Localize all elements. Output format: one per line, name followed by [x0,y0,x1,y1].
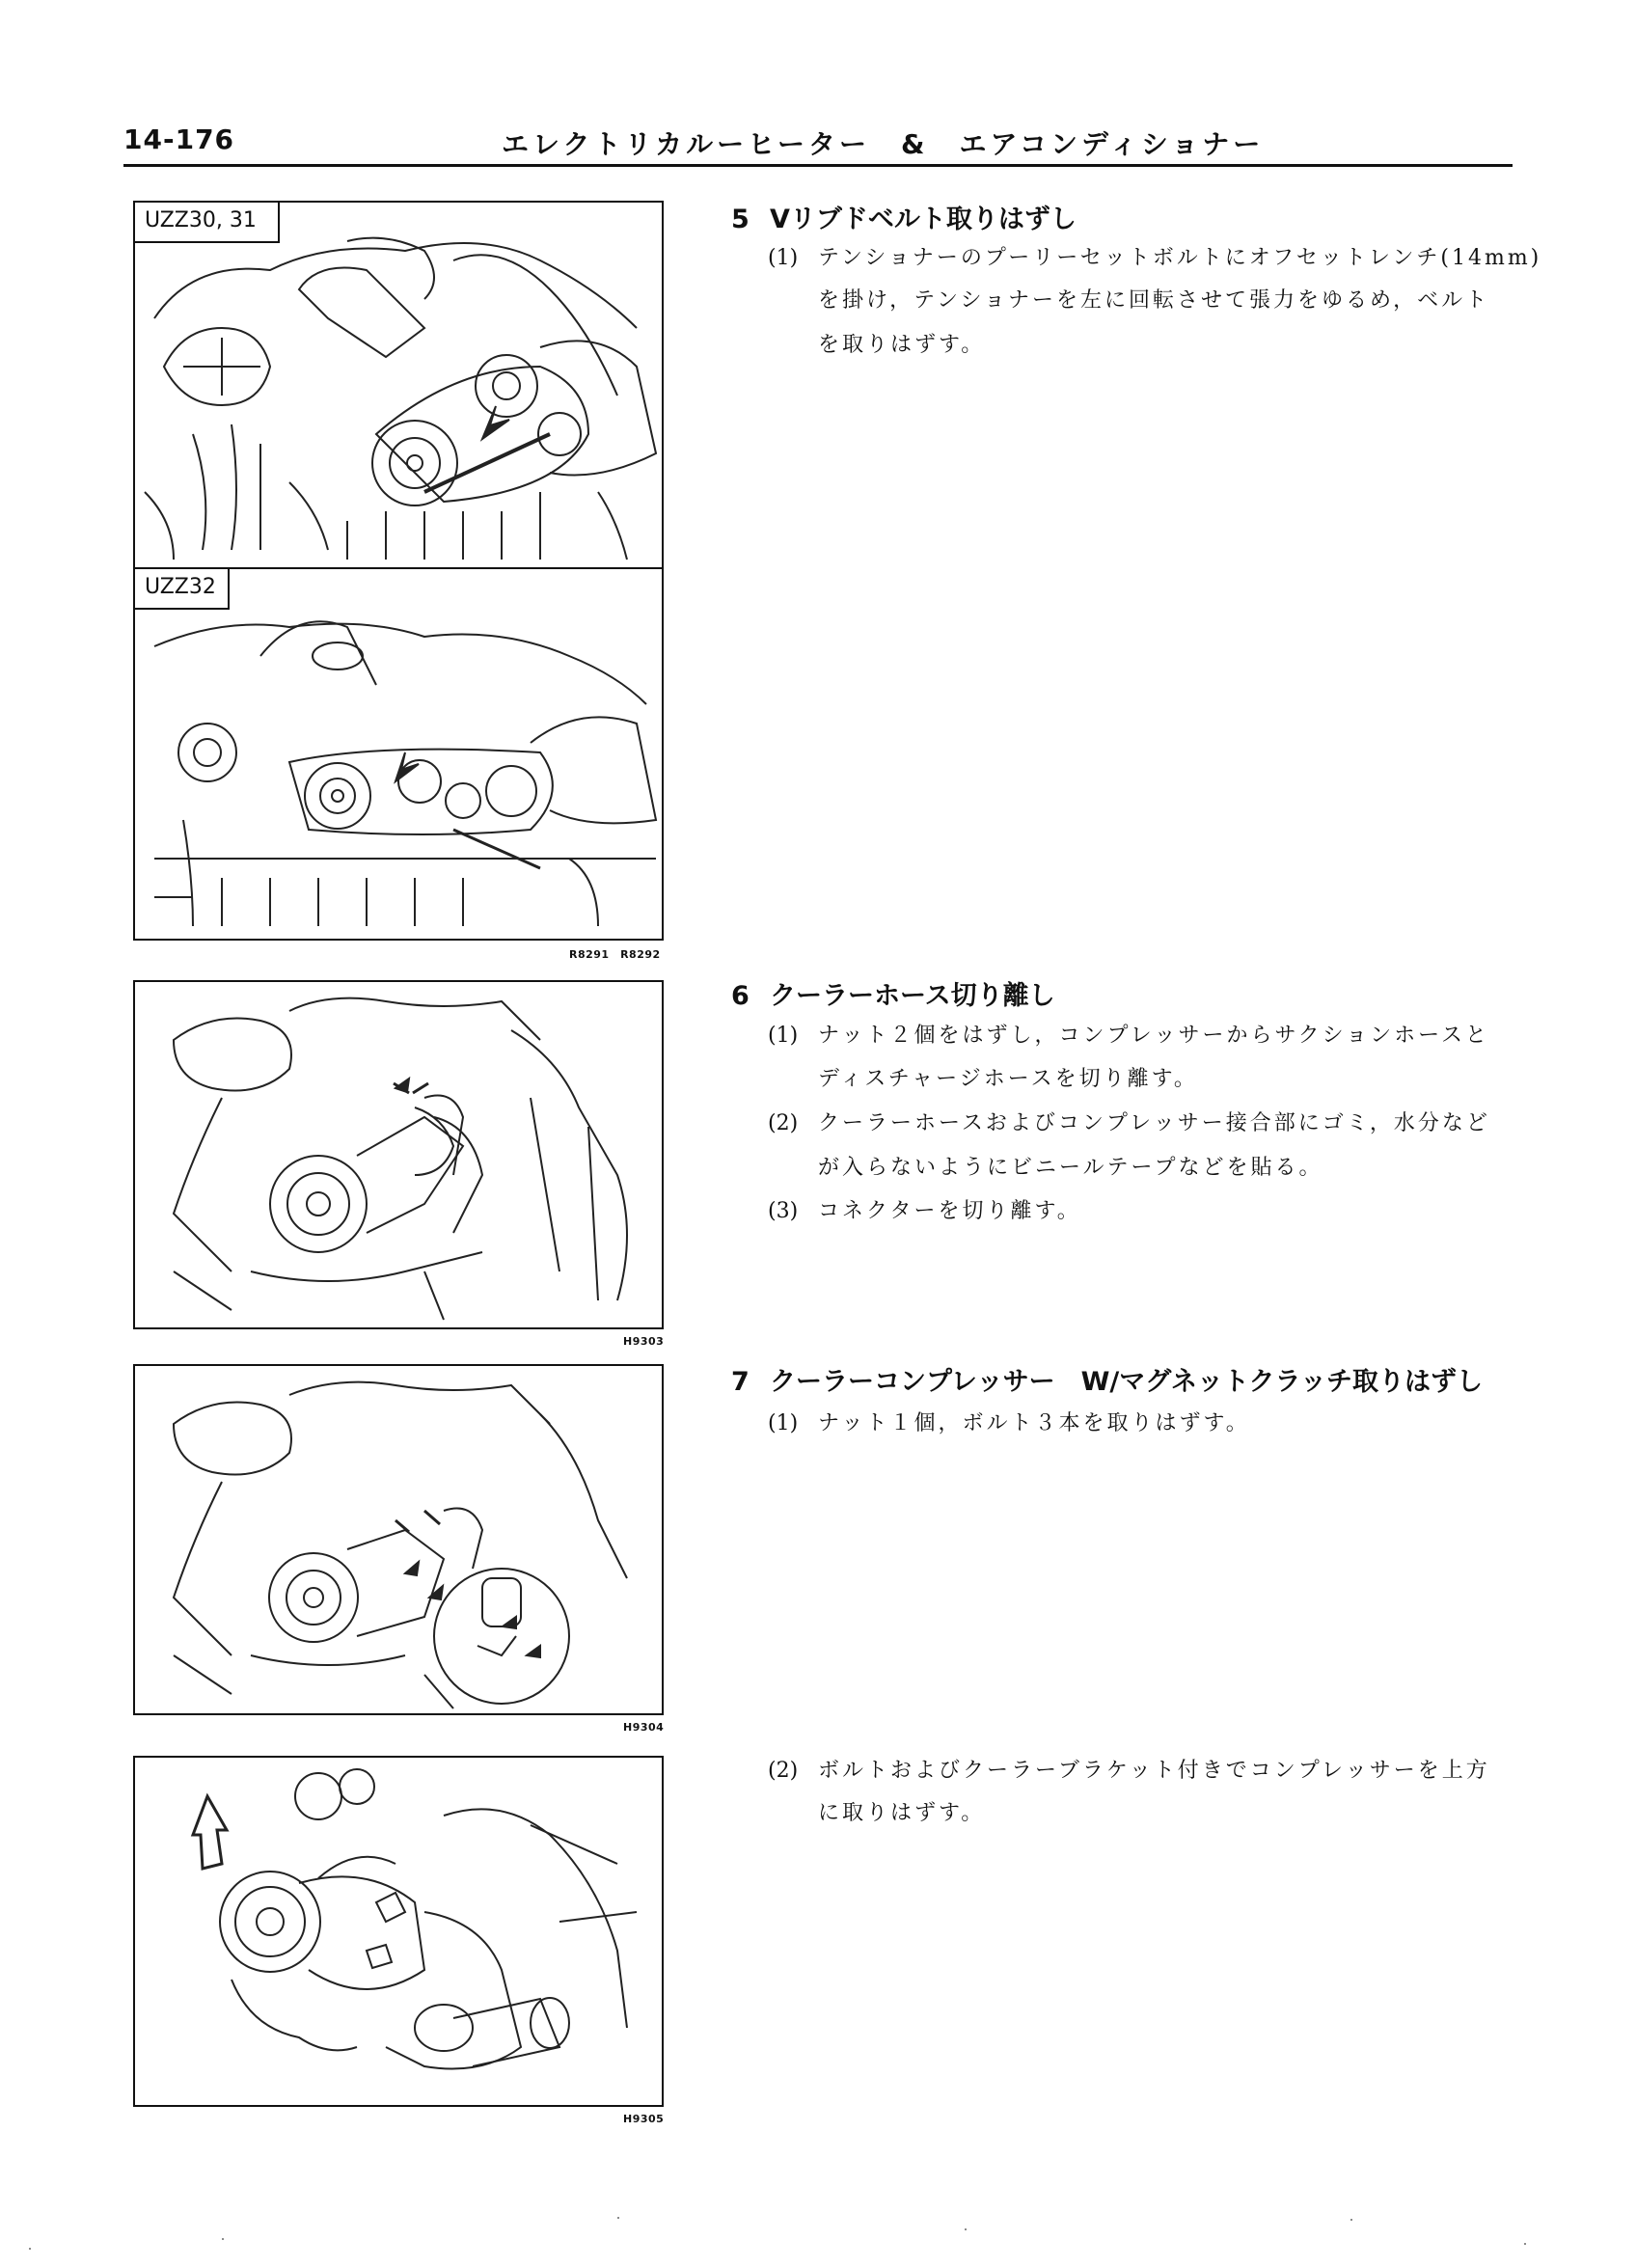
item-text: コネクターを切り離す。 [818,1199,1081,1223]
header-rule [123,164,1513,167]
instruction-line [768,1796,985,1826]
figure-code: H9304 [623,1721,665,1734]
scan-speck [29,2248,31,2250]
item-mark: (2) [768,1759,799,1783]
item-text: クーラーホースおよびコンプレッサー接合部にゴミ，水分など [818,1111,1490,1135]
item-mark: (1) [768,1411,799,1435]
step-number: 5 [731,205,750,234]
step-heading [731,198,1077,235]
step-title: クーラーホース切り離し [770,981,1055,1011]
figure-code: H9305 [623,2113,665,2125]
instruction-line [768,1151,1322,1181]
step-number: 6 [731,981,750,1011]
item-mark: (2) [768,1111,799,1135]
figure-code: R8291 R8292 [569,948,661,961]
scan-speck [1524,2243,1526,2245]
instruction-line [768,284,1489,314]
instruction-line [768,1754,1490,1784]
compressor-lift-illustration [135,1758,662,2105]
figure-belt-removal [133,201,664,941]
instruction-line [768,1062,1198,1092]
item-text: を取りはずす。 [818,333,986,357]
figure-compressor-lift [133,1756,664,2107]
instruction-line [768,328,985,358]
item-text: を掛け，テンショナーを左に回転させて張力をゆるめ，ベルト [818,288,1490,313]
item-text: が入らないようにビニールテープなどを貼る。 [818,1156,1323,1180]
compressor-bolts-illustration [135,1366,662,1713]
hose-disconnect-illustration [135,982,662,1327]
instruction-line [768,1194,1081,1224]
item-mark: (1) [768,246,799,270]
page-title: エレクトリカルーヒーター & エアコンディショナー [502,128,1265,160]
figure-panel-label: UZZ32 [135,569,230,610]
item-text: ナット１個，ボルト３本を取りはずす。 [818,1411,1250,1435]
item-text: ナット２個をはずし，コンプレッサーからサクションホースと [818,1024,1490,1048]
scan-speck [1350,2219,1352,2221]
item-text: テンショナーのプーリーセットボルトにオフセットレンチ(14mm) [818,246,1542,270]
figure-panel-label: UZZ30, 31 [135,203,280,243]
instruction-line [768,1407,1250,1436]
item-text: ディスチャージホースを切り離す。 [818,1067,1198,1091]
figure-hose-disconnect [133,980,664,1329]
instruction-line [768,1107,1490,1136]
step-heading [731,1360,1483,1398]
scan-speck [617,2217,619,2219]
step-title: クーラーコンプレッサー W/マグネットクラッチ取りはずし [770,1367,1483,1397]
item-text: に取りはずす。 [818,1801,986,1825]
step-number: 7 [731,1367,750,1397]
page-number: 14-176 [123,123,235,155]
figure-compressor-bolts [133,1364,664,1715]
lift-arrow-icon [193,1796,227,1869]
step-heading [731,974,1055,1012]
item-mark: (1) [768,1024,799,1048]
instruction-line [768,241,1541,271]
step-title: Vリブドベルト取りはずし [770,205,1077,234]
instruction-line [768,1019,1489,1049]
scan-speck [965,2228,967,2230]
item-mark: (3) [768,1199,799,1223]
item-text: ボルトおよびクーラーブラケット付きでコンプレッサーを上方 [818,1759,1490,1783]
scan-speck [222,2238,224,2240]
figure-code: H9303 [623,1335,665,1348]
